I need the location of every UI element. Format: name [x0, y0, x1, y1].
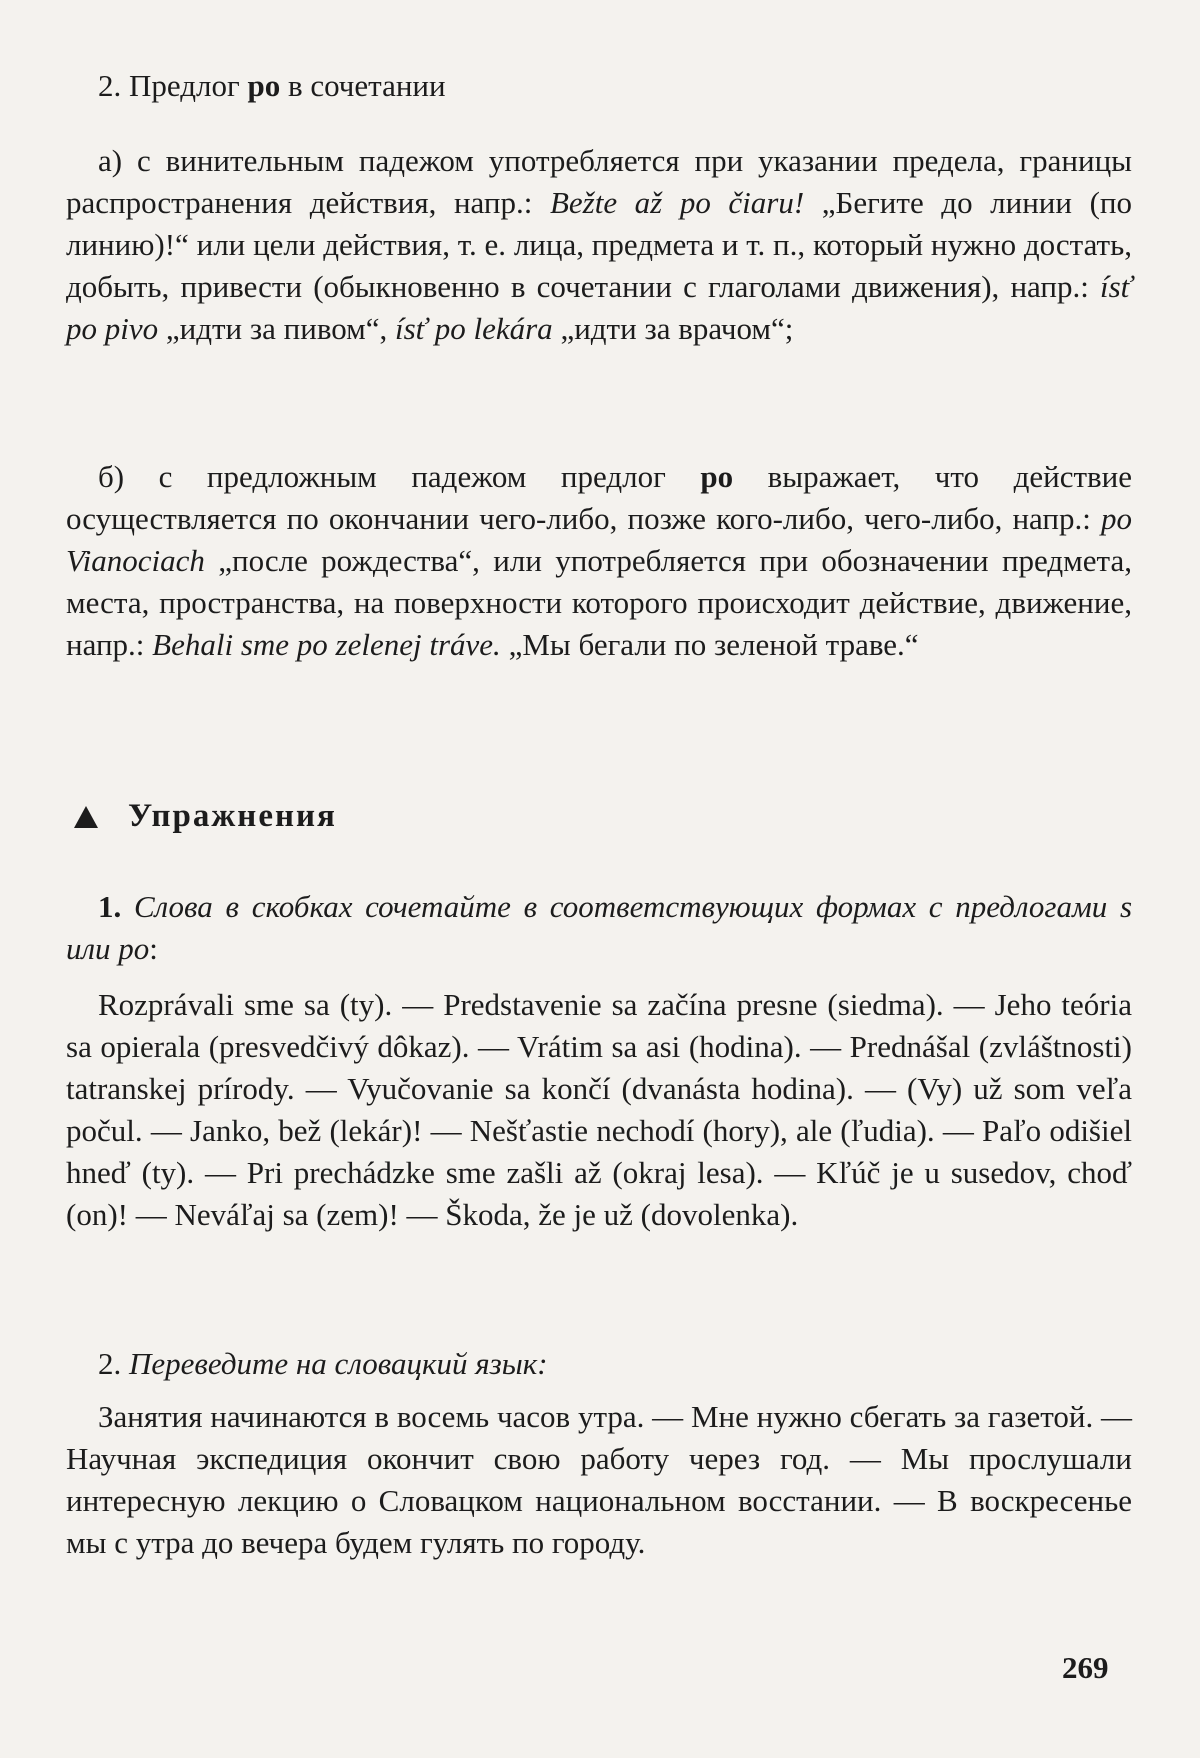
exercise-1-number: 1.: [98, 889, 122, 924]
paragraph-b: [66, 456, 1132, 666]
exercise-2-body: Занятия начинаются в восемь часов утра. — Мне нужно сбегать за газетой. — Научная экспедиция окончит свою работу через год. — Мы прослушали интересную лекцию о Словацком национальном восстании. — В воскресенье мы с утра до вечера будем гулять по городу.: [66, 1399, 1132, 1560]
example-slovak-2: ísť po pivo: [66, 269, 1132, 346]
example-slovak-3: ísť po lekára: [395, 311, 553, 346]
exercise-1-task: [66, 886, 1132, 970]
triangle-icon: [74, 806, 98, 828]
paragraph-a-text-2: „Бегите до линии (по линию)!“ или цели действия, т. е. лица, предмета и т. п., который нужно достать, добыть, привести (обыкновенно в сочетании с глаголами движения), напр.:: [66, 185, 1132, 304]
exercise-1-colon: :: [149, 931, 158, 966]
exercise-1-body: Rozprávali sme sa (ty). — Predstavenie sa začína presne (siedma). — Jeho teória sa opierala (presvedčivý dôkaz). — Vrátim sa asi (hodina). — Prednášal (zvláštnosti) tatranskej prírody. — Vyučovanie sa končí (dvanásta hodina). — (Vy) už som veľa počul. — Janko, bež (lekár)! — Nešťastie nechodí (hory), ale (ľudia). — Paľo odišiel hneď (ty). — Pri prechádzke sme zašli až (okraj lesa). — Kľúč je u susedov, choď (on)! — Neváľaj sa (zem)! — Škoda, že je už (dovolenka).: [66, 987, 1132, 1232]
section-title-suffix: в сочетании: [280, 68, 446, 103]
section-title-word: po: [247, 68, 281, 103]
exercises-heading: [74, 798, 337, 835]
exercise-2-instruction: Переведите на словацкий язык:: [129, 1346, 548, 1381]
paragraph-b-text-3: „после рождества“, или употребляется при обозначении предмета, места, пространства, на поверхности которого происходит действие, движение, напр.:: [66, 543, 1132, 662]
page-number: 269: [1062, 1650, 1109, 1685]
paragraph-a-text-1: а) с винительным падежом употребляется при указании предела, границы распространения действия, напр.:: [66, 143, 1132, 220]
exercises-heading-text: Упражнения: [128, 798, 337, 834]
exercise-2-number: 2.: [98, 1346, 122, 1381]
example-slovak-4: po Vianociach: [66, 501, 1132, 578]
section-title: [98, 68, 446, 104]
paragraph-a-text-4: „идти за врачом“;: [552, 311, 794, 346]
exercise-1-instruction: Слова в скобках сочетайте в соответствующих формах с предлогами s или po: [66, 889, 1133, 966]
paragraph-a-text-3: „идти за пивом“,: [158, 311, 396, 346]
exercise-2-task: [98, 1346, 548, 1382]
preposition-po: po: [700, 459, 734, 494]
section-title-prefix: 2. Предлог: [98, 68, 248, 103]
paragraph-b-text-2: выражает, что действие осуществляется по окончании чего-либо, позже кого-либо, чего-либо, напр.:: [66, 459, 1132, 536]
example-slovak-1: Bežte až po čiaru!: [549, 185, 805, 220]
paragraph-a: [66, 140, 1132, 350]
paragraph-b-text-1: б) с предложным падежом предлог: [98, 459, 701, 494]
paragraph-b-text-4: „Мы бегали по зеленой траве.“: [500, 627, 919, 662]
example-slovak-5: Behali sme po zelenej tráve.: [152, 627, 501, 662]
